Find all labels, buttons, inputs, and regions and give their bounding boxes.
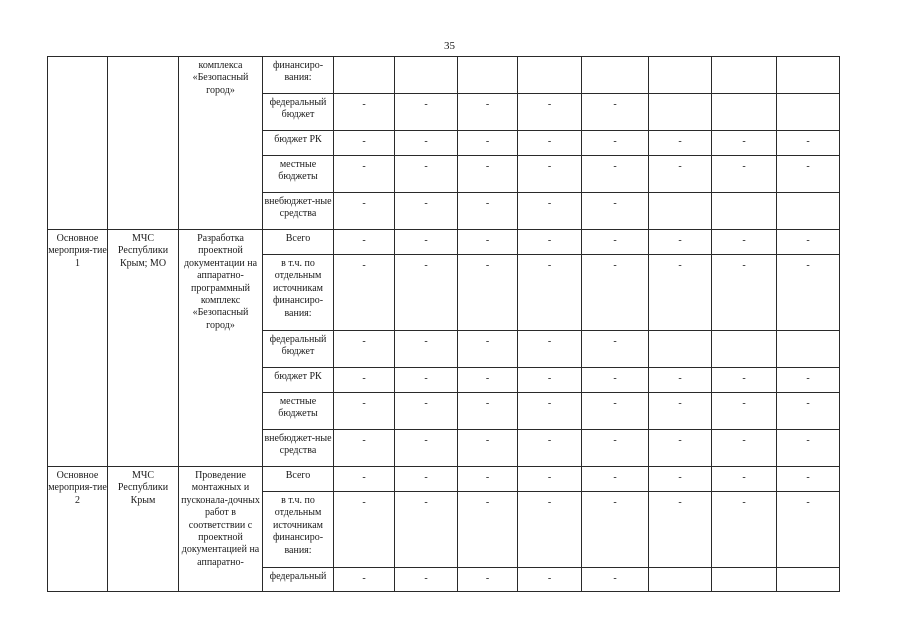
value-cell: -: [712, 368, 777, 393]
value-cell: -: [582, 193, 649, 230]
value-cell: [582, 57, 649, 94]
value-cell: -: [334, 568, 395, 592]
value-cell: [712, 57, 777, 94]
value-cell: -: [334, 156, 395, 193]
value-cell: -: [712, 255, 777, 331]
value-cell: -: [458, 368, 518, 393]
value-cell: [712, 331, 777, 368]
value-cell: -: [395, 331, 458, 368]
value-cell: -: [649, 368, 712, 393]
value-cell: [712, 193, 777, 230]
value-cell: -: [518, 131, 582, 156]
value-cell: [649, 57, 712, 94]
event-cell: [48, 57, 108, 230]
value-cell: -: [518, 94, 582, 131]
value-cell: [395, 57, 458, 94]
value-cell: -: [649, 492, 712, 568]
value-cell: -: [458, 393, 518, 430]
value-cell: -: [458, 492, 518, 568]
value-cell: -: [649, 131, 712, 156]
value-cell: -: [518, 568, 582, 592]
value-cell: -: [518, 255, 582, 331]
value-cell: -: [395, 492, 458, 568]
value-cell: -: [334, 492, 395, 568]
value-cell: -: [334, 94, 395, 131]
value-cell: -: [582, 393, 649, 430]
value-cell: -: [777, 430, 840, 467]
value-cell: -: [458, 230, 518, 255]
value-cell: [777, 331, 840, 368]
value-cell: [458, 57, 518, 94]
source-cell: федеральный: [263, 568, 334, 592]
value-cell: -: [334, 467, 395, 492]
value-cell: -: [777, 230, 840, 255]
value-cell: -: [582, 568, 649, 592]
value-cell: -: [518, 492, 582, 568]
value-cell: -: [582, 156, 649, 193]
value-cell: -: [395, 230, 458, 255]
value-cell: -: [395, 255, 458, 331]
page-number: 35: [444, 40, 455, 52]
value-cell: -: [458, 131, 518, 156]
value-cell: -: [518, 430, 582, 467]
value-cell: -: [777, 156, 840, 193]
value-cell: -: [518, 193, 582, 230]
value-cell: [649, 568, 712, 592]
value-cell: -: [395, 393, 458, 430]
source-cell: бюджет РК: [263, 368, 334, 393]
value-cell: [649, 331, 712, 368]
value-cell: -: [458, 331, 518, 368]
value-cell: -: [395, 193, 458, 230]
value-cell: -: [395, 430, 458, 467]
value-cell: -: [518, 156, 582, 193]
description-cell: Проведение монтажных и пусконала-дочных работ в соответствии с проектной документацией на аппаратно-: [179, 467, 263, 592]
value-cell: -: [649, 467, 712, 492]
event-cell: Основное мероприя-тие 2: [48, 467, 108, 592]
value-cell: -: [334, 193, 395, 230]
value-cell: [712, 568, 777, 592]
value-cell: -: [334, 430, 395, 467]
value-cell: -: [334, 230, 395, 255]
value-cell: -: [712, 467, 777, 492]
value-cell: -: [777, 131, 840, 156]
value-cell: -: [649, 255, 712, 331]
source-cell: внебюджет-ные средства: [263, 430, 334, 467]
source-cell: в т.ч. по отдельным источникам финансиро-вания:: [263, 492, 334, 568]
executor-cell: [108, 57, 179, 230]
value-cell: -: [582, 131, 649, 156]
description-cell: Разработка проектной документации на аппаратно-программный комплекс «Безопасный город»: [179, 230, 263, 467]
value-cell: -: [518, 368, 582, 393]
table-row: [48, 467, 840, 492]
value-cell: -: [777, 467, 840, 492]
value-cell: -: [712, 393, 777, 430]
value-cell: [649, 193, 712, 230]
value-cell: -: [582, 255, 649, 331]
value-cell: -: [582, 430, 649, 467]
value-cell: -: [458, 255, 518, 331]
value-cell: -: [777, 368, 840, 393]
value-cell: -: [582, 492, 649, 568]
value-cell: -: [712, 430, 777, 467]
value-cell: [334, 57, 395, 94]
value-cell: -: [582, 94, 649, 131]
value-cell: [712, 94, 777, 131]
table-row: [48, 57, 840, 94]
executor-cell: МЧС Республики Крым; МО: [108, 230, 179, 467]
value-cell: -: [395, 368, 458, 393]
value-cell: -: [649, 393, 712, 430]
event-cell: Основное мероприя-тие 1: [48, 230, 108, 467]
value-cell: -: [777, 393, 840, 430]
source-cell: местные бюджеты: [263, 156, 334, 193]
value-cell: -: [649, 230, 712, 255]
value-cell: -: [582, 368, 649, 393]
value-cell: -: [458, 467, 518, 492]
value-cell: -: [395, 131, 458, 156]
source-cell: в т.ч. по отдельным источникам финансиро-вания:: [263, 255, 334, 331]
budget-table: [47, 56, 840, 592]
value-cell: -: [458, 156, 518, 193]
source-cell: федеральный бюджет: [263, 331, 334, 368]
value-cell: -: [395, 467, 458, 492]
source-cell: местные бюджеты: [263, 393, 334, 430]
value-cell: -: [334, 255, 395, 331]
value-cell: -: [712, 131, 777, 156]
value-cell: -: [582, 331, 649, 368]
value-cell: -: [395, 156, 458, 193]
value-cell: -: [334, 131, 395, 156]
value-cell: [777, 193, 840, 230]
source-cell: финансиро-вания:: [263, 57, 334, 94]
value-cell: -: [582, 230, 649, 255]
value-cell: -: [582, 467, 649, 492]
value-cell: -: [712, 492, 777, 568]
value-cell: -: [334, 331, 395, 368]
value-cell: -: [518, 393, 582, 430]
value-cell: -: [458, 430, 518, 467]
value-cell: [518, 57, 582, 94]
value-cell: -: [334, 368, 395, 393]
value-cell: -: [458, 193, 518, 230]
source-cell: бюджет РК: [263, 131, 334, 156]
value-cell: -: [458, 568, 518, 592]
source-cell: Всего: [263, 467, 334, 492]
value-cell: -: [712, 230, 777, 255]
value-cell: -: [395, 94, 458, 131]
value-cell: -: [458, 94, 518, 131]
value-cell: [649, 94, 712, 131]
value-cell: -: [649, 430, 712, 467]
source-cell: федеральный бюджет: [263, 94, 334, 131]
source-cell: внебюджет-ные средства: [263, 193, 334, 230]
value-cell: -: [518, 230, 582, 255]
description-cell: комплекса «Безопасный город»: [179, 57, 263, 230]
value-cell: [777, 57, 840, 94]
value-cell: -: [649, 156, 712, 193]
table-row: [48, 230, 840, 255]
value-cell: -: [334, 393, 395, 430]
value-cell: -: [395, 568, 458, 592]
value-cell: [777, 94, 840, 131]
value-cell: -: [712, 156, 777, 193]
value-cell: -: [518, 467, 582, 492]
value-cell: [777, 568, 840, 592]
value-cell: -: [777, 255, 840, 331]
executor-cell: МЧС Республики Крым: [108, 467, 179, 592]
value-cell: -: [518, 331, 582, 368]
source-cell: Всего: [263, 230, 334, 255]
value-cell: -: [777, 492, 840, 568]
